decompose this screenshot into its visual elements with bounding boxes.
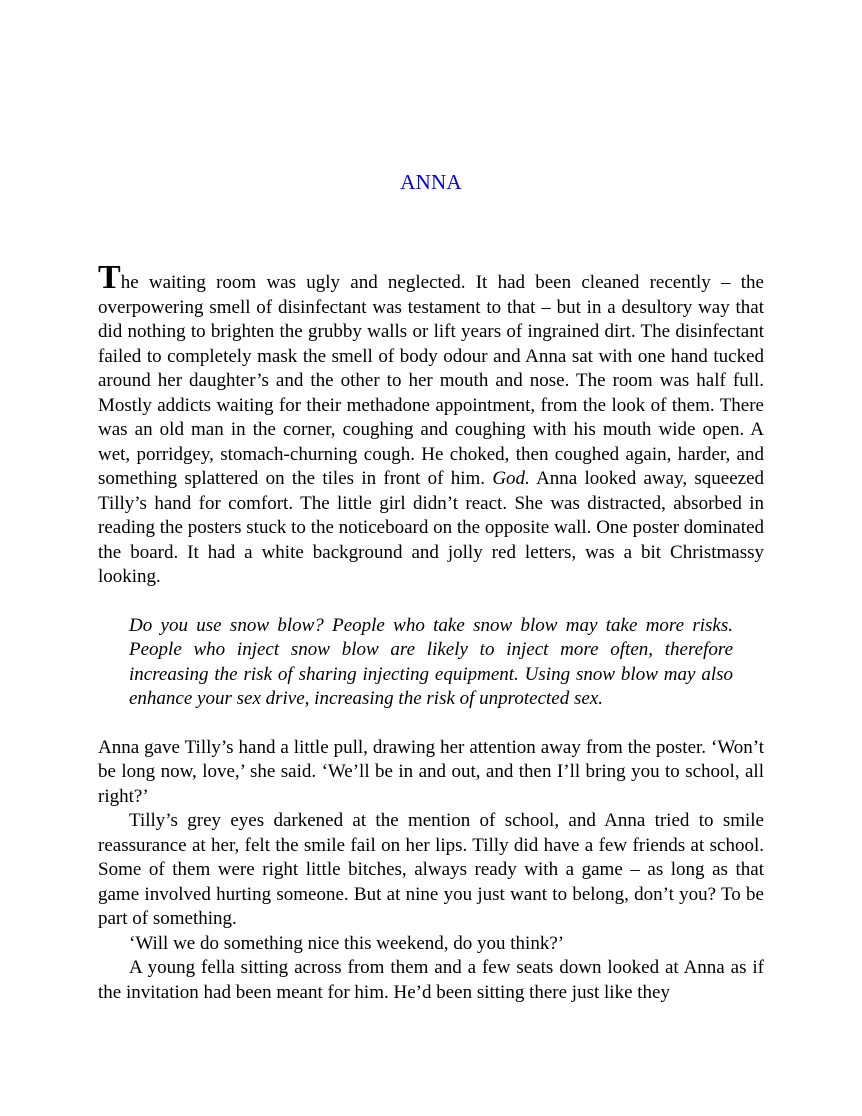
paragraph-3: Tilly’s grey eyes darkened at the mention of school, and Anna tried to smile reassurance at her, felt the smile fail on her lips. Tilly did have a few friends at school. Some of them were right little bitches, always ready with a game – as long as that game involved hurting someone. But at nine you just want to belong, don’t you? To be part of something. [98, 810, 764, 929]
paragraph-5: A young fella sitting across from them and a few seats down looked at Anna as if the invitation had been meant for him. He’d been sitting there just like they [98, 957, 764, 1003]
paragraph-2: Anna gave Tilly’s hand a little pull, drawing her attention away from the poster. ‘Won’t be long now, love,’ she said. ‘We’ll be in and out, and then I’ll bring you to school, all right?’ [98, 736, 764, 807]
paragraph-4: ‘Will we do something nice this weekend, do you think?’ [129, 932, 565, 954]
paragraph-opening-text-2: Anna looked away, squeezed Tilly’s hand for comfort. The little girl didn’t react. She was distracted, absorbed in reading the posters stuck to the noticeboard on the opposite wall. One poster dominated the board. It had a white background and jolly red letters, was a bit Christmassy looking. [98, 468, 765, 587]
paragraph-opening-text-1: he waiting room was ugly and neglected. It had been cleaned recently – the overpowering smell of disinfectant was testament to that – but in a desultory way that did nothing to brighten the grubby walls or lift years of ingrained dirt. The disinfectant failed to completely mask the smell of body odour and Anna sat with one hand tucked around her daughter’s and the other to her mouth and nose. The room was half full. Mostly addicts waiting for their methadone appointment, from the look of them. There was an old man in the corner, coughing and coughing with his mouth wide open. A wet, porridgey, stomach-churning cough. He choked, then coughed again, harder, and something splattered on the tiles in front of him. [98, 272, 764, 489]
emphasis-text: God. [492, 468, 530, 489]
poster-quote: Do you use snow blow? People who take snow blow may take more risks. People who inject snow blow are likely to inject more often, therefore increasing the risk of sharing injecting equipment. Using snow blow may also enhance your sex drive, increasing the risk of unprotected sex. [129, 614, 733, 709]
drop-cap: T [98, 259, 121, 296]
book-page [98, 0, 764, 1116]
chapter-title: ANNA [400, 170, 462, 194]
paragraph-opening [98, 259, 765, 590]
chapter-body [98, 259, 765, 1005]
